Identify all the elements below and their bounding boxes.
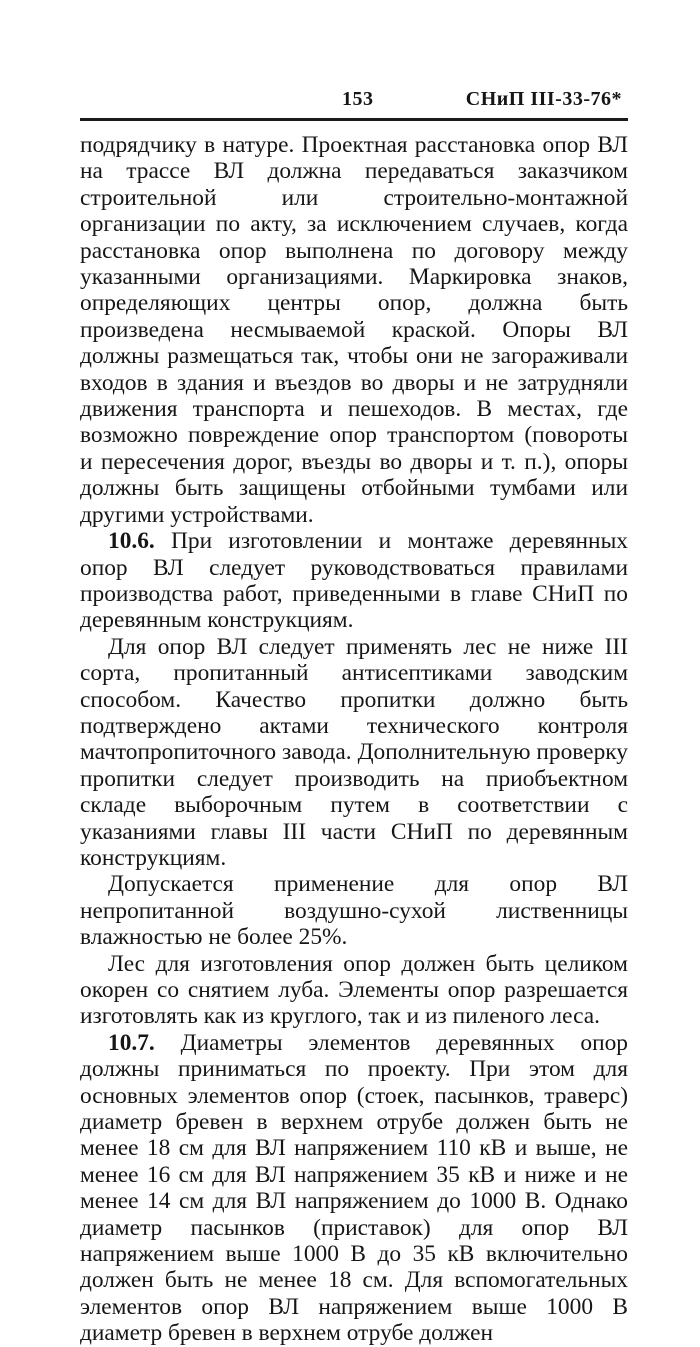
paragraph-10-7 bbox=[80, 1030, 628, 1347]
paragraph-10-6 bbox=[80, 528, 628, 634]
running-header bbox=[80, 88, 628, 114]
paragraph-text: Для опор ВЛ следует применять лес не ниже III сорта, пропитанный антисептиками заводским способом. Качество пропитки должно быть подтверждено актами технического контроля мачтопропиточного завода. Дополнительную проверку пропитки следует производить на приобъектном складе выборочным путем в соответствии с указаниями главы III части СНиП по деревянным конструкциям. bbox=[80, 633, 628, 871]
paragraph-text: Допускается применение для опор ВЛ непропитанной воздушно-сухой лиственницы влажностью не более 25%. bbox=[80, 871, 628, 951]
paragraph-text: При изготовлении и монтаже деревянных опор ВЛ следует руководствоваться правилами производства работ, приведенными в главе СНиП по деревянным конструкциям. bbox=[80, 528, 628, 634]
body-text bbox=[80, 132, 628, 1347]
header-rule bbox=[80, 118, 628, 121]
page-number: 153 bbox=[342, 88, 374, 110]
paragraph-debarking bbox=[80, 951, 628, 1030]
paragraph-larch bbox=[80, 871, 628, 950]
paragraph-number: 10.7. bbox=[108, 1029, 155, 1056]
paragraph-text: Диаметры элементов деревянных опор должны приниматься по проекту. При этом для основных элементов опор (стоек, пасынков, траверс) диаметр бревен в верхнем отрубе должен быть не менее 18 см для ВЛ напряжением 110 кВ и выше, не менее 16 см для ВЛ напряжением 35 кВ и ниже и не менее 14 см для ВЛ напряжением до 1000 В. Однако диаметр пасынков (приставок) для опор ВЛ напряжением выше 1000 В до 35 кВ включительно должен быть не менее 18 см. Для вспомогательных элементов опор ВЛ напряжением выше 1000 В диаметр бревен в верхнем отрубе должен bbox=[80, 1029, 628, 1347]
paragraph-continuation bbox=[80, 132, 628, 528]
paragraph-number: 10.6. bbox=[108, 528, 155, 555]
document-code: СНиП III-33-76* bbox=[465, 88, 622, 110]
paragraph-text: подрядчику в натуре. Проектная расстановка опор ВЛ на трассе ВЛ должна передаваться заказчиком строительной или строительно-монтажной организации по акту, за исключением случаев, когда расстановка опор выполнена по договору между указанными организациями. Маркировка знаков, определяющих центры опор, должна быть произведена несмываемой краской. Опоры ВЛ должны размещаться так, чтобы они не загораживали входов в здания и въездов во дворы и не затрудняли движения транспорта и пешеходов. В местах, где возможно повреждение опор транспортом (повороты и пересечения дорог, въезды во дворы и т. п.), опоры должны быть защищены отбойными тумбами или другими устройствами. bbox=[80, 132, 628, 528]
paragraph-text: Лес для изготовления опор должен быть целиком окорен со снятием луба. Элементы опор разрешается изготовлять как из круглого, так и из пиленого леса. bbox=[80, 950, 628, 1030]
paragraph-timber-grade bbox=[80, 634, 628, 872]
